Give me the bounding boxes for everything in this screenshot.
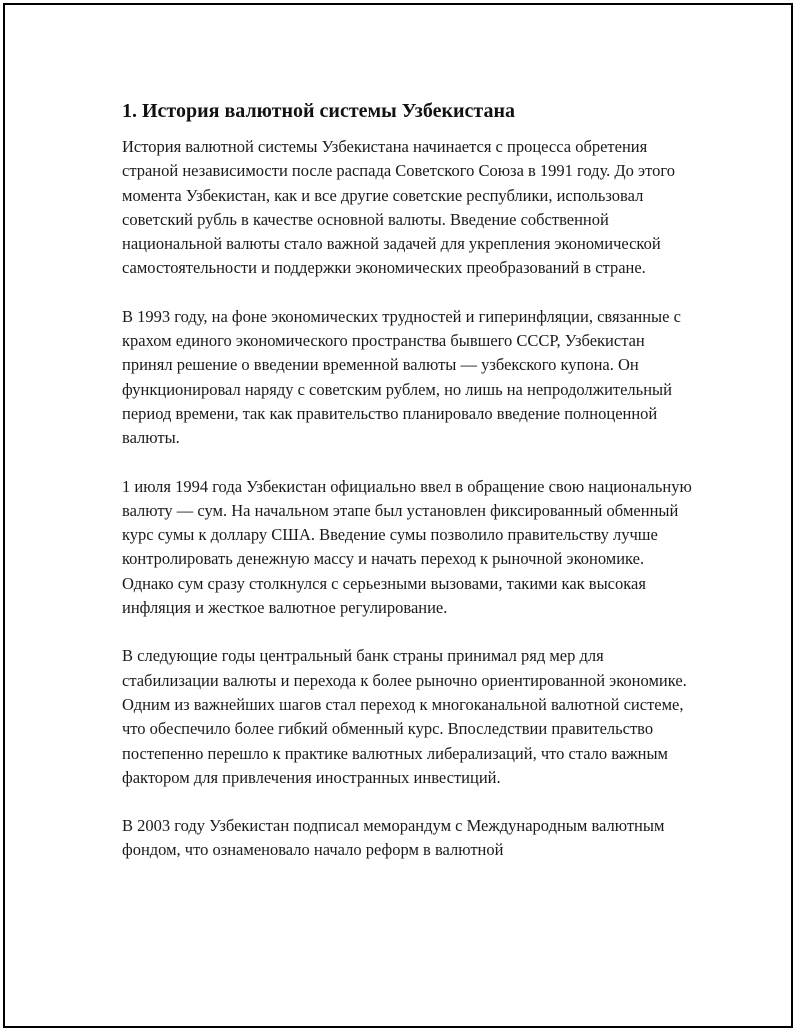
section-title: 1. История валютной системы Узбекистана [122, 100, 515, 122]
paragraph-5: В 2003 году Узбекистан подписал меморандум с Международным валютным фондом, что ознаменовало начало реформ в валютной [122, 816, 665, 860]
paragraph-1: История валютной системы Узбекистана начинается с процесса обретения страной независимости после распада Советского Союза в 1991 году. До этого момента Узбекистан, как и все другие советские республики, использовал советский рубль в качестве основной валюты. Введение собственной национальной валюты стало важной задачей для укрепления экономической самостоятельности и поддержки экономических преобразований в стране. [122, 137, 675, 278]
paragraph-4: В следующие годы центральный банк страны принимал ряд мер для стабилизации валюты и перехода к более рыночно ориентированной экономике. Одним из важнейших шагов стал переход к многоканальной валютной системе, что обеспечило более гибкий обменный курс. Впоследствии правительство постепенно перешло к практике валютных либерализаций, что стало важным фактором для привлечения иностранных инвестиций. [122, 646, 687, 787]
document-content [122, 97, 697, 887]
paragraph-3: 1 июля 1994 года Узбекистан официально ввел в обращение свою национальную валюту — сум. На начальном этапе был установлен фиксированный обменный курс сумы к доллару США. Введение сумы позволило правительству лучше контролировать денежную массу и начать переход к рыночной экономике. Однако сум сразу столкнулся с серьезными вызовами, такими как высокая инфляция и жесткое валютное регулирование. [122, 476, 692, 618]
document-page [3, 3, 793, 1028]
paragraph-2: В 1993 году, на фоне экономических трудностей и гиперинфляции, связанные с крахом единого экономического пространства бывшего СССР, Узбекистан принял решение о введении временной валюты — узбекского купона. Он функционировал наряду с советским рублем, но лишь на непродолжительный период времени, так как правительство планировало введение полноценной валюты. [122, 306, 681, 448]
